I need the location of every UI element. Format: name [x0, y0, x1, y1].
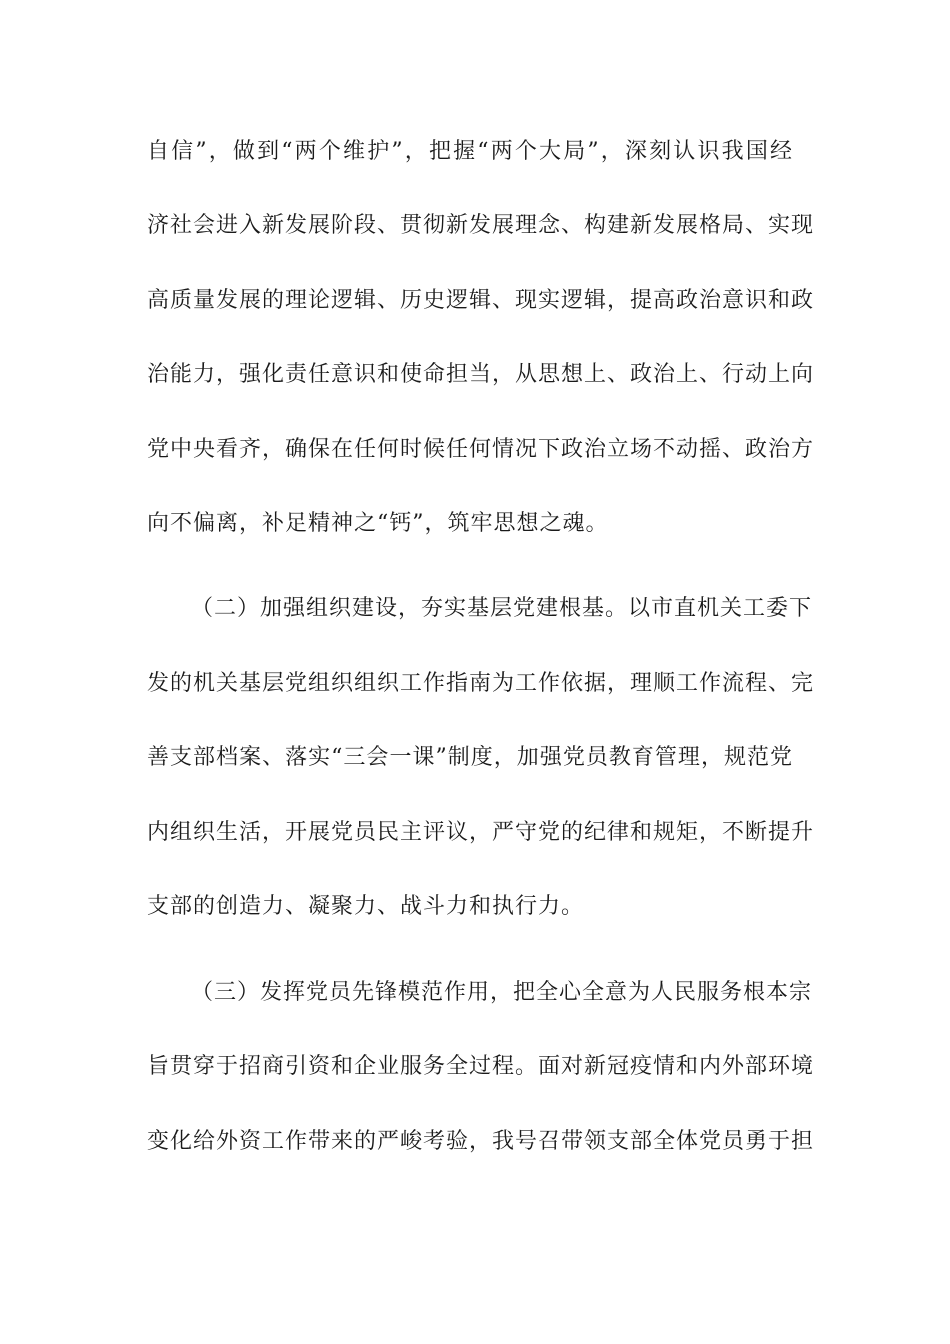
paragraph2-line-1: （二）加强组织建设，夯实基层党建根基。以市直机关工委下 — [191, 596, 813, 621]
paragraph1-line-5: 党中央看齐，确保在任何时候任何情况下政治立场不动摇、政治方 — [147, 437, 815, 462]
paragraph1-line-3: 高质量发展的理论逻辑、历史逻辑、现实逻辑，提高政治意识和政 — [147, 288, 815, 313]
paragraph3-line-1: （三）发挥党员先锋模范作用，把全心全意为人民服务根本宗 — [191, 980, 813, 1005]
paragraph2-line-2: 发的机关基层党组织组织工作指南为工作依据，理顺工作流程、完 — [147, 671, 815, 696]
paragraph3-line-2: 旨贯穿于招商引资和企业服务全过程。面对新冠疫情和内外部环境 — [147, 1054, 815, 1079]
paragraph1-line-2: 济社会进入新发展阶段、贯彻新发展理念、构建新发展格局、实现 — [147, 213, 815, 238]
paragraph1-line-6: 向不偏离，补足精神之“钙”，筑牢思想之魂。 — [147, 511, 609, 536]
paragraph2-line-4: 内组织生活，开展党员民主评议，严守党的纪律和规矩，不断提升 — [147, 820, 815, 845]
paragraph3-line-3: 变化给外资工作带来的严峻考验，我号召带领支部全体党员勇于担 — [147, 1129, 815, 1154]
paragraph1-line-1: 自信”，做到“两个维护”，把握“两个大局”，深刻认识我国经 — [147, 139, 793, 164]
paragraph2-line-5: 支部的创造力、凝聚力、战斗力和执行力。 — [147, 894, 585, 919]
paragraph2-line-3: 善支部档案、落实“三会一课”制度，加强党员教育管理，规范党 — [147, 745, 793, 770]
paragraph1-line-4: 治能力，强化责任意识和使命担当，从思想上、政治上、行动上向 — [147, 362, 815, 387]
